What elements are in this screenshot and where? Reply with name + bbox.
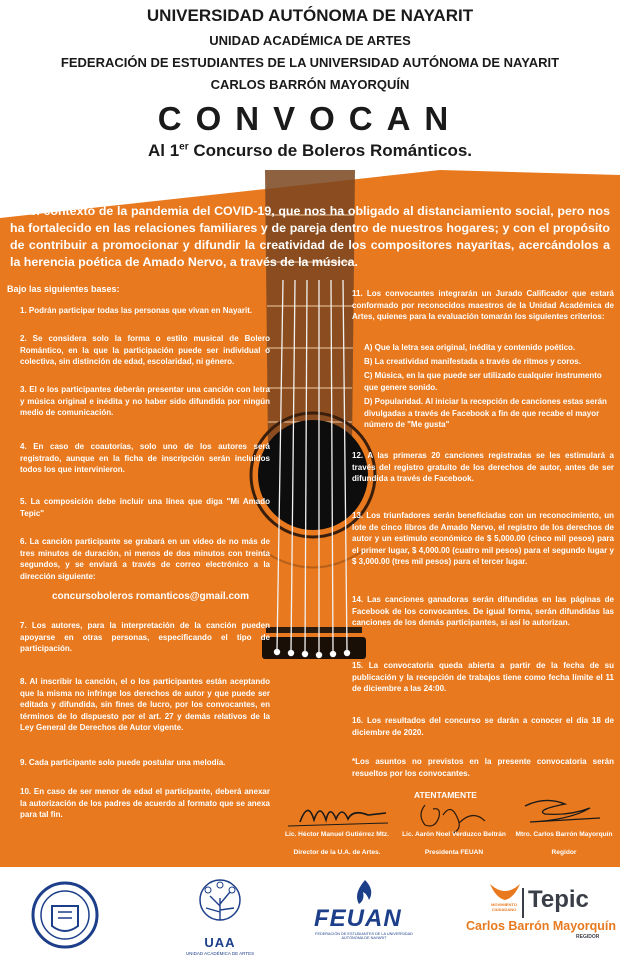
movimiento-ciudadano-eagle-icon bbox=[488, 880, 522, 902]
criterion-a: A) Que la letra sea original, inédita y contenido poético. bbox=[364, 343, 576, 352]
uaa-sublabel: UNIDAD ACADÉMICA DE ARTES bbox=[185, 951, 255, 956]
base-item-5: 5. La composición debe incluir una línea que diga "Mi Amado Tepic" bbox=[20, 497, 270, 518]
base-item-3: 3. El o los participantes deberán presentar una canción con letra y música original e inédita y no haber sido difundida por ningún medio de comunicación. bbox=[20, 385, 270, 417]
federation-title: FEDERACIÓN DE ESTUDIANTES DE LA UNIVERSIDAD AUTÓNOMA DE NAYARIT bbox=[60, 55, 560, 70]
note: *Los asuntos no previstos en la presente convocatoria serán resueltos por los convocantes. bbox=[352, 757, 614, 778]
atentamente-label: ATENTAMENTE bbox=[414, 790, 477, 800]
regidor-label: REGIDOR bbox=[576, 934, 600, 940]
base-item-9: 9. Cada participante solo puede postular una melodía. bbox=[20, 758, 226, 767]
signature-1-role: Director de la U.A. de Artes. bbox=[293, 849, 381, 856]
criterion-c: C) Música, en la que puede ser utilizado cualquier instrumento que genere sonido. bbox=[364, 371, 602, 392]
person-title: CARLOS BARRÓN MAYORQUÍN bbox=[210, 77, 410, 92]
signature-2-role: Presidenta FEUAN bbox=[424, 849, 484, 856]
intro-paragraph: En el contexto de la pandemia del COVID-19, que nos ha obligado al distanciamiento social, pero nos ha fortalecido en las relaciones familiares y de pareja dentro de nuestros hogares; y con el propósito de contribuir a promocionar y difundir la creatividad de los compositores nayaritas, acercándolos a la herencia poética de Amado Nervo, a través de la música. bbox=[10, 204, 610, 269]
signature-3-role: Regidor bbox=[551, 849, 577, 856]
contest-subtitle: Al 1er Concurso de Boleros Románticos. bbox=[147, 141, 473, 160]
signature-2-name: Lic. Aarón Noel Verduzco Beltrán bbox=[402, 831, 506, 838]
feuan-flame-icon bbox=[350, 878, 380, 908]
base-item-10: 10. En caso de ser menor de edad el participante, deberá anexar la autorización de los padres de acuerdo al formato que se anexa para tal fin. bbox=[20, 787, 270, 819]
feuan-sublabel: FEDERACIÓN DE ESTUDIANTES DE LA UNIVERSIDAD AUTÓNOMA DE NAYARIT bbox=[315, 932, 413, 940]
base-item-16: 16. Los resultados del concurso se darán a conocer el día 18 de diciembre de 2020. bbox=[352, 716, 614, 737]
base-item-8: 8. Al inscribir la canción, el o los participantes están aceptando que la misma no infringe los derechos de autor y que puede ser editada y difundida, sin fines de lucro, por los convocantes, en términos de lo dispuesto por el art. 27 y demás relativos de la Ley General de Derechos de Autor vigente. bbox=[20, 677, 270, 732]
base-item-11: 11. Los convocantes integrarán un Jurado Calificador que estará conformado por reconocidos maestros de la Unidad Académica de Artes, quienes para la evaluación tomarán los siguientes criterios: bbox=[352, 289, 614, 321]
criterion-b: B) La creatividad manifestada a través de ritmos y coros. bbox=[364, 357, 581, 366]
movimiento-label: MOVIMIENTO CIUDADANO bbox=[491, 902, 517, 912]
base-item-2: 2. Se considera solo la forma o estilo musical de Bolero Romántico, en la que la participación puede ser individual o colectiva, sin distinción de edad, escolaridad, ni género. bbox=[20, 334, 270, 366]
base-item-1: 1. Podrán participar todas las personas que vivan en Nayarit. bbox=[20, 306, 253, 315]
base-item-13: 13. Los triunfadores serán beneficiadas con un reconocimiento, un lote de cinco libros de Amado Nervo, el registro de los derechos de autor y un estímulo económico de $ 5,000.00 (cinco mil pesos) para el primer lugar, $ 4,000.00 (cuatro mil pesos) para el segundo lugar y $ 3,000.00 (tres mil pesos) para el tercer lugar. bbox=[352, 511, 614, 566]
logo-divider bbox=[522, 888, 524, 918]
criterion-d: D) Popularidad. Al iniciar la recepción de canciones estas serán divulgadas a través de Facebook a fin de que recabe el mayor número de "Me gusta" bbox=[364, 397, 607, 429]
tepic-label: Tepic bbox=[528, 886, 589, 913]
signature-1-name: Lic. Héctor Manuel Gutiérrez Mtz. bbox=[284, 831, 390, 838]
base-item-7: 7. Los autores, para la interpretación de la canción pueden apoyarse en otras personas, especificando el tipo de participación. bbox=[20, 621, 270, 653]
base-item-12: 12. A las primeras 20 canciones registradas se les estimulará a través del registro gratuito de los derechos de autor, antes de ser difundida a través de Facebook. bbox=[352, 451, 614, 483]
contact-email: concursoboleros romanticos@gmail.com bbox=[52, 591, 250, 602]
uaa-label: UAA bbox=[204, 935, 236, 950]
bases-label: Bajo las siguientes bases: bbox=[7, 284, 120, 294]
base-item-14: 14. Las canciones ganadoras serán difundidas en las páginas de Facebook de los convocantes. De igual forma, serán difundidas las canciones de los demás participantes, si así lo autorizan. bbox=[352, 595, 614, 627]
base-item-15: 15. La convocatoria queda abierta a partir de la fecha de su publicación y la recepción de trabajos tiene como fecha límite el 11 de diciembre a las 24:00. bbox=[352, 661, 614, 693]
unit-title: UNIDAD ACADÉMICA DE ARTES bbox=[209, 33, 411, 48]
base-item-6: 6. La canción participante se grabará en un video de no más de tres minutos de duración, ni menos de dos minutos con treinta segundos, y se enviará a través de correo electrónico a la dirección siguiente: bbox=[20, 537, 270, 581]
base-item-4: 4. En caso de coautorías, solo uno de los autores será registrado, aunque en la ficha de inscripción serán incluidos todos los que intervinieron. bbox=[20, 442, 270, 474]
university-title: UNIVERSIDAD AUTÓNOMA DE NAYARIT bbox=[146, 6, 474, 25]
feuan-label: FEUAN bbox=[314, 905, 402, 932]
university-seal-icon bbox=[30, 880, 100, 950]
carlos-barron-label: Carlos Barrón Mayorquín bbox=[466, 919, 617, 933]
signature-3-name: Mtro. Carlos Barrón Mayorquín bbox=[515, 831, 613, 838]
uaa-tree-icon bbox=[190, 876, 250, 934]
convocan-heading: CONVOCAN bbox=[157, 100, 463, 137]
